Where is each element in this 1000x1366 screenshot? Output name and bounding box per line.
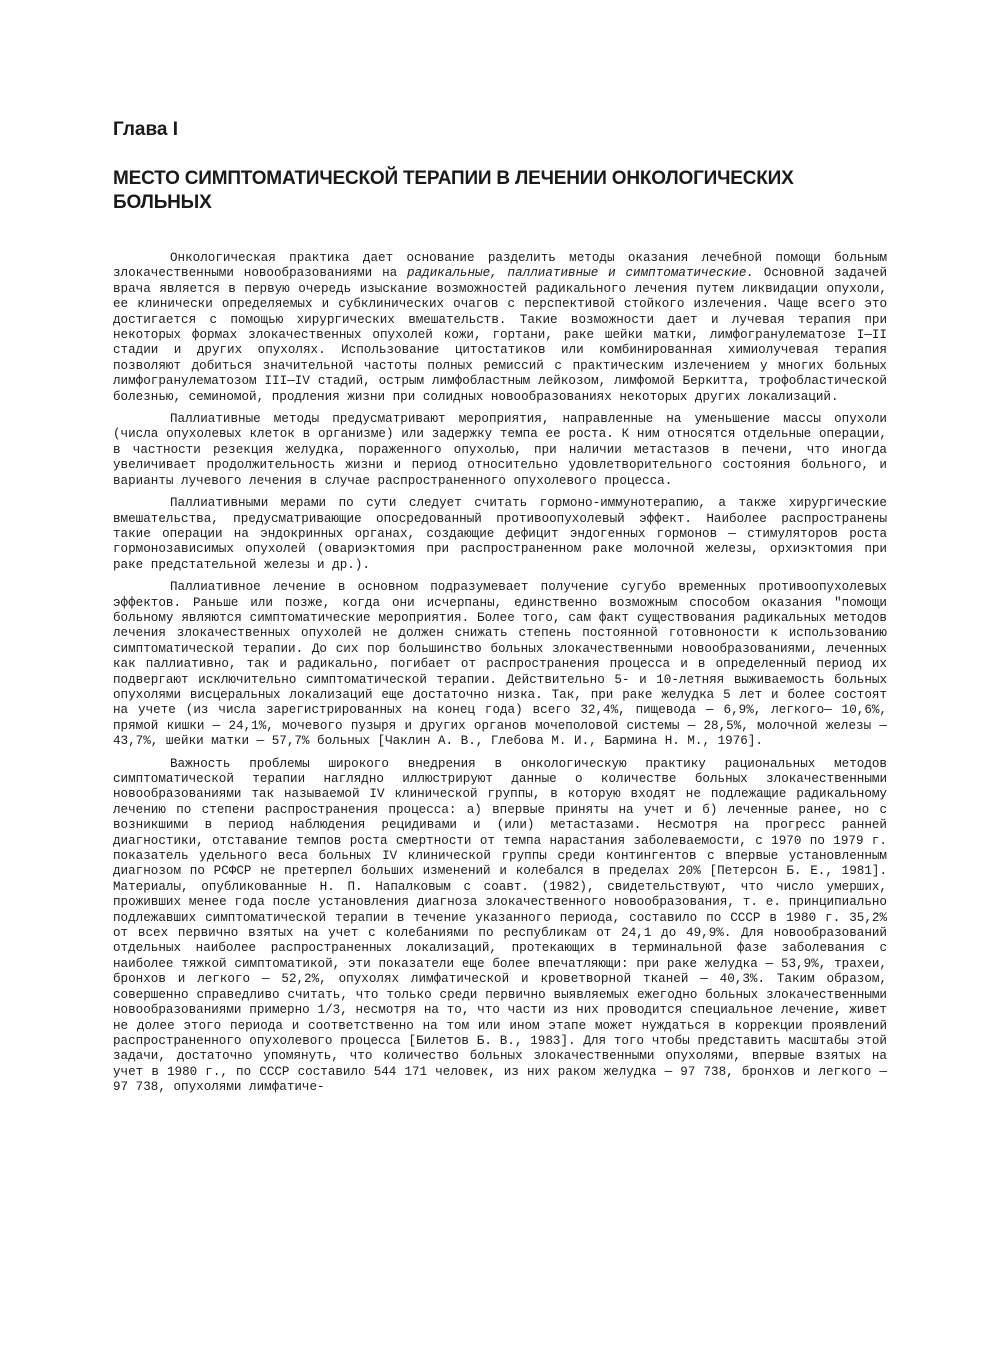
chapter-title: МЕСТО СИМПТОМАТИЧЕСКОЙ ТЕРАПИИ В ЛЕЧЕНИИ ОНКОЛОГИЧЕСКИХ БОЛЬНЫХ — [113, 168, 794, 213]
paragraph-4 — [113, 580, 887, 749]
chapter-body — [113, 251, 887, 1096]
paragraph-3 — [113, 496, 887, 573]
paragraph-text: Основной задачей врача является в первую очередь изыскание возможностей радикального лечения путем ликвидации опухоли, ее клинически определяемых и субклинических очагов с перспективой стойкого излечения. Чаще всего это достигается с помощью хирургических вмешательств. Такие возможности дает и лучевая терапия при некоторых формах злокачественных опухолей кожи, гортани, раке шейки матки, лимфогранулематозе I—II стадии и других опухолях. Использование цитостатиков или комбинированная химиолучевая терапия позволяют добиться значительной частоты полных ремиссий с практическим излечением у многих больных лимфогранулематозом III—IV стадий, острым лимфобластным лейкозом, лимфомой Беркитта, трофобластической болезнью, семиномой, продления жизни при солидных новообразованиях некоторых других локализаций. — [113, 266, 888, 404]
chapter-label: Глава I — [113, 119, 179, 140]
paragraph-emphasis: радикальные, паллиативные и симптоматические. — [407, 266, 754, 281]
paragraph-text: Онкологическая практика дает основание разделить методы оказания лечебной помощи больным злокачественными новообразованиями на — [113, 251, 887, 281]
book-page — [113, 100, 887, 1096]
paragraph-text: Паллиативными мерами по сути следует считать гормоно-иммунотерапию, а также хирургические вмешательства, предусматривающие опосредованный противоопухолевый эффект. Наиболее распространены такие операции на эндокринных органах, создающие дефицит эндогенных гормонов — стимуляторов роста гормонозависимых опухолей (овариэктомия при распространенном раке молочной железы, орхиэктомия при раке предстательной железы и др.). — [113, 496, 887, 572]
paragraph-1 — [113, 251, 887, 405]
paragraph-text: Паллиативные методы предусматривают мероприятия, направленные на уменьшение массы опухоли (числа опухолевых клеток в организме) или задержку темпа ее роста. К ним относятся отдельные операции, в частности резекция желудка, пораженного опухолью, при наличии метастазов в печени, что иногда увеличивает продолжительность жизни и период относительно удовлетворительного состояния больного, и варианты лучевого лечения в случае распространенного опухолевого процесса. — [113, 412, 887, 488]
paragraph-5 — [113, 757, 887, 1096]
paragraph-text: Паллиативное лечение в основном подразумевает получение сугубо временных противоопухолевых эффектов. Раньше или позже, когда они исчерпаны, единственно возможным способом оказания "помощи больному являются симптоматические мероприятия. Более того, сам факт существования радикальных методов лечения злокачественных опухолей не должен снижать степень постоянной готовноности к использованию симптоматической терапии. До сих пор большинство больных злокачественными новообразованиями, леченных как паллиативно, так и радикально, погибает от распространения процесса и в определенный период их подвергают исключительно симптоматической терапии. Действительно 5- и 10-летняя выживаемость больных опухолями висцеральных локализаций еще достаточно низка. Так, при раке желудка 5 лет и более состоят на учете (из числа зарегистрированных на конец года) всего 32,4%, пищевода — 6,9%, легкого— 10,6%, прямой кишки — 24,1%, мочевого пузыря и других органов мочеполовой системы — 28,5%, молочной железы — 43,7%, шейки матки — 57,7% больных [Чаклин А. В., Глебова М. И., Бармина Н. М., 1976]. — [113, 580, 887, 749]
paragraph-text: Важность проблемы широкого внедрения в онкологическую практику рациональных методов симптоматической терапии наглядно иллюстрируют данные о количестве больных злокачественными новообразованиями так называемой IV клинической группы, в которую входят не подлежащие радикальному лечению по степени распространения процесса: а) впервые приняты на учет и б) леченные ранее, но с возникшими в период наблюдения рецидивами и (или) метастазами. Несмотря на прогресс ранней диагностики, отставание темпов роста смертности от темпа нарастания заболеваемости, с 1970 по 1979 г. показатель удельного веса больных IV клинической группы среди контингентов с впервые установленным диагнозом по РСФСР не претерпел больших изменений и колебался в пределах 20% [Петерсон Б. Е., 1981]. Материалы, опубликованные Н. П. Напалковым с соавт. (1982), свидетельствуют, что число умерших, проживших менее года после установления диагноза злокачественного новообразования, т. е. принципиально подлежавших симптоматической терапии в течение указанного периода, составило по СССР в 1980 г. 35,2% от всех первично взятых на учет с колебаниями по республикам от 24,1 до 49,9%. Для новообразований отдельных наиболее распространенных локализаций, протекающих в терминальной фазе заболевания с наиболее тяжкой симптоматикой, эти показатели еще более впечатляющи: при раке желудка — 53,9%, трахеи, бронхов и легкого — 52,2%, опухолях лимфатической и кроветворной тканей — 40,3%. Таким образом, совершенно справедливо считать, что только среди первично выявляемых ежегодно больных злокачественными новообразованиями примерно 1/3, несмотря на то, что части из них проводится специальное лечение, живет не долее этого периода и соответственно на том или ином этапе может нуждаться в коррекции проявлений распространенного опухолевого процесса [Билетов Б. В., 1983]. Для того чтобы представить масштабы этой задачи, достаточно упомянуть, что количество больных злокачественными опухолями, впервые взятых на учет в 1980 г., по СССР составило 544 171 человек, из них раком желудка — 97 738, бронхов и легкого — 97 738, опухолями лимфатиче- — [113, 756, 887, 1095]
paragraph-2 — [113, 412, 887, 489]
